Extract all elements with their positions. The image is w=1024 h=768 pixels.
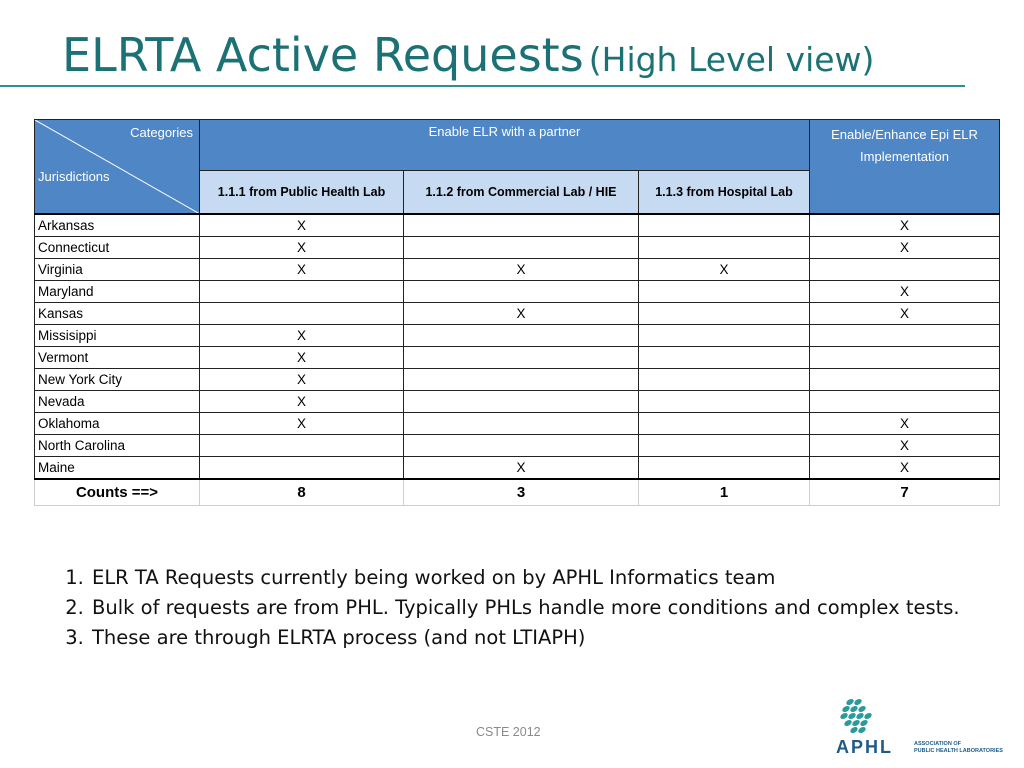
mark-cell-commercial	[404, 281, 639, 303]
mark-cell-commercial	[404, 237, 639, 259]
mark-cell-epi	[810, 325, 1000, 347]
subheader-phl: 1.1.1 from Public Health Lab	[200, 171, 404, 215]
jurisdiction-cell: Missisippi	[35, 325, 200, 347]
mark-cell-hospital	[639, 391, 810, 413]
epi-header-line1: Enable/Enhance Epi ELR	[831, 127, 978, 142]
mark-cell-epi: X	[810, 214, 1000, 237]
table-row	[35, 347, 1000, 369]
mark-cell-hospital	[639, 347, 810, 369]
epi-elr-header	[810, 120, 1000, 215]
note-item: 3. These are through ELRTA process (and not LTIAPH)	[90, 626, 990, 650]
mark-cell-phl: X	[200, 391, 404, 413]
slide-title-sub: (High Level view)	[588, 40, 875, 79]
jurisdiction-cell: North Carolina	[35, 435, 200, 457]
count-hospital: 1	[639, 479, 810, 506]
mark-cell-hospital	[639, 325, 810, 347]
jurisdiction-cell: Maine	[35, 457, 200, 480]
mark-cell-phl: X	[200, 259, 404, 281]
mark-cell-phl: X	[200, 237, 404, 259]
mark-cell-epi	[810, 259, 1000, 281]
counts-label: Counts ==>	[35, 479, 200, 506]
aphl-tagline	[914, 741, 1003, 755]
mark-cell-commercial	[404, 413, 639, 435]
table-corner-header	[35, 120, 200, 215]
aphl-logo	[834, 697, 1003, 763]
title-underline	[0, 85, 965, 87]
mark-cell-phl: X	[200, 347, 404, 369]
mark-cell-phl	[200, 457, 404, 480]
mark-cell-epi: X	[810, 457, 1000, 480]
mark-cell-hospital: X	[639, 259, 810, 281]
jurisdiction-cell: Vermont	[35, 347, 200, 369]
epi-header-line2: Implementation	[860, 149, 949, 164]
table-row	[35, 237, 1000, 259]
mark-cell-hospital	[639, 237, 810, 259]
count-commercial: 3	[404, 479, 639, 506]
mark-cell-epi: X	[810, 303, 1000, 325]
mark-cell-hospital	[639, 413, 810, 435]
note-item: 1. ELR TA Requests currently being worked on by APHL Informatics team	[90, 566, 990, 590]
mark-cell-commercial	[404, 214, 639, 237]
mark-cell-phl: X	[200, 214, 404, 237]
mark-cell-phl: X	[200, 369, 404, 391]
jurisdiction-cell: Virginia	[35, 259, 200, 281]
mark-cell-hospital	[639, 369, 810, 391]
table-row	[35, 259, 1000, 281]
table-row	[35, 214, 1000, 237]
mark-cell-hospital	[639, 457, 810, 480]
subheader-commercial: 1.1.2 from Commercial Lab / HIE	[404, 171, 639, 215]
jurisdiction-cell: New York City	[35, 369, 200, 391]
table-row	[35, 457, 1000, 480]
mark-cell-epi	[810, 347, 1000, 369]
categories-label: Categories	[130, 125, 193, 140]
table-row	[35, 281, 1000, 303]
jurisdiction-cell: Kansas	[35, 303, 200, 325]
count-phl: 8	[200, 479, 404, 506]
jurisdiction-cell: Arkansas	[35, 214, 200, 237]
mark-cell-hospital	[639, 435, 810, 457]
mark-cell-epi: X	[810, 281, 1000, 303]
slide-title-main: ELRTA Active Requests	[62, 28, 584, 82]
subheader-hospital: 1.1.3 from Hospital Lab	[639, 171, 810, 215]
table-row	[35, 369, 1000, 391]
mark-cell-commercial	[404, 391, 639, 413]
mark-cell-hospital	[639, 303, 810, 325]
mark-cell-hospital	[639, 214, 810, 237]
aphl-logo-mark-icon	[834, 697, 894, 739]
slide-title	[62, 28, 874, 82]
jurisdiction-cell: Maryland	[35, 281, 200, 303]
aphl-tagline-line1: ASSOCIATION OF	[914, 741, 961, 747]
requests-table	[34, 119, 1000, 506]
mark-cell-commercial	[404, 369, 639, 391]
jurisdiction-cell: Oklahoma	[35, 413, 200, 435]
mark-cell-phl	[200, 303, 404, 325]
table-row	[35, 435, 1000, 457]
mark-cell-commercial: X	[404, 259, 639, 281]
mark-cell-hospital	[639, 281, 810, 303]
table-row	[35, 391, 1000, 413]
count-epi: 7	[810, 479, 1000, 506]
footer-text: CSTE 2012	[476, 725, 541, 739]
aphl-tagline-line2: PUBLIC HEALTH LABORATORIES	[914, 748, 1003, 754]
mark-cell-epi: X	[810, 413, 1000, 435]
mark-cell-epi	[810, 391, 1000, 413]
mark-cell-commercial: X	[404, 457, 639, 480]
table-row	[35, 303, 1000, 325]
mark-cell-commercial: X	[404, 303, 639, 325]
mark-cell-phl: X	[200, 413, 404, 435]
table-row	[35, 325, 1000, 347]
mark-cell-commercial	[404, 435, 639, 457]
mark-cell-commercial	[404, 325, 639, 347]
jurisdiction-cell: Connecticut	[35, 237, 200, 259]
mark-cell-commercial	[404, 347, 639, 369]
note-item: 2. Bulk of requests are from PHL. Typically PHLs handle more conditions and complex tests.	[90, 596, 990, 620]
mark-cell-phl: X	[200, 325, 404, 347]
mark-cell-epi: X	[810, 435, 1000, 457]
mark-cell-phl	[200, 281, 404, 303]
mark-cell-epi: X	[810, 237, 1000, 259]
jurisdictions-label: Jurisdictions	[38, 169, 110, 184]
notes-list	[62, 566, 990, 656]
enable-elr-header: Enable ELR with a partner	[200, 120, 810, 171]
aphl-wordmark: APHL	[836, 737, 893, 757]
jurisdiction-cell: Nevada	[35, 391, 200, 413]
table-row	[35, 413, 1000, 435]
counts-row	[35, 479, 1000, 506]
mark-cell-phl	[200, 435, 404, 457]
mark-cell-epi	[810, 369, 1000, 391]
